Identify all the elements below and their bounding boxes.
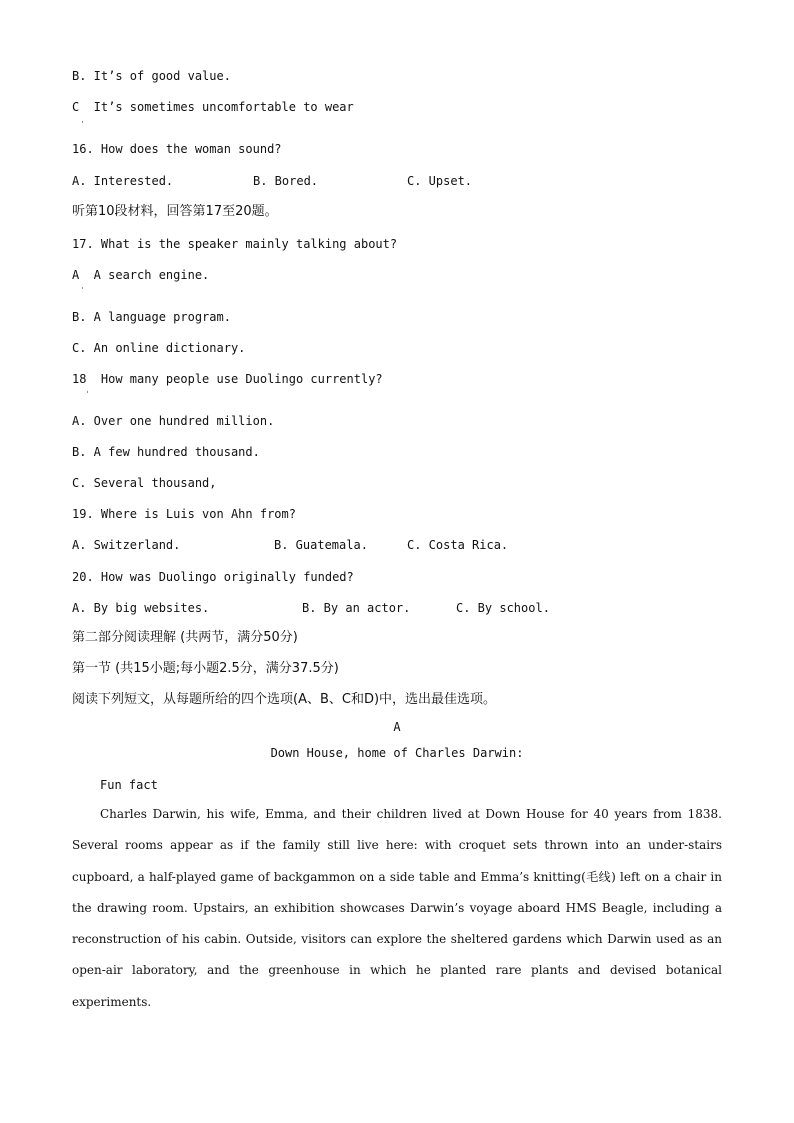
- q16-option-a: A. Interested.: [72, 174, 174, 188]
- q18-option-b: B. A few hundred thousand.: [72, 445, 260, 459]
- q15-option-b: B. It’s of good value.: [72, 69, 231, 83]
- stray-mark: ˈ: [80, 120, 85, 129]
- passage-title: Down House, home of Charles Darwin:: [270, 746, 524, 760]
- q20-question: 20. How was Duolingo originally funded?: [72, 570, 354, 584]
- q19-question: 19. Where is Luis von Ahn from?: [72, 507, 296, 521]
- q18-question: 18 How many people use Duolingo currently?: [72, 372, 383, 386]
- section10-instruction: 听第10段材料，回答第17至20题。: [72, 204, 278, 219]
- q19-option-c: C. Costa Rica.: [407, 538, 509, 552]
- q16-option-b: B. Bored.: [253, 174, 319, 188]
- q20-option-c: C. By school.: [456, 601, 550, 615]
- stray-mark: ˈ: [80, 286, 85, 295]
- q15-option-c: C It’s sometimes uncomfortable to wear: [72, 100, 354, 114]
- part2-instruction: 阅读下列短文，从每题所给的四个选项(A、B、C和D)中，选出最佳选项。: [72, 692, 497, 707]
- q19-option-a: A. Switzerland.: [72, 538, 181, 552]
- q19-option-b: B. Guatemala.: [274, 538, 368, 552]
- q20-option-b: B. By an actor.: [302, 601, 411, 615]
- q18-option-a: A. Over one hundred million.: [72, 414, 275, 428]
- part2-section1: 第一节 (共15小题;每小题2.5分，满分37.5分): [72, 661, 339, 676]
- q18-option-c: C. Several thousand,: [72, 476, 217, 490]
- q17-option-a: A A search engine.: [72, 268, 210, 282]
- passage-letter: A: [393, 720, 401, 734]
- passage-body: Charles Darwin, his wife, Emma, and their children lived at Down House for 40 years from 1838. Several rooms appear as if the family still live here: with croquet sets thrown into an under-stairs cupboard, a half-played game of backgammon on a side table and Emma’s knitting(毛线) left on a chair in the drawing room. Upstairs, an exhibition showcases Darwin’s voyage aboard HMS Beagle, including a reconstruction of his cabin. Outside, visitors can explore the sheltered gardens which Darwin used as an open-air laboratory, and the greenhouse in which he planted rare plants and devised botanical experiments.: [72, 807, 722, 1009]
- stray-mark: ˈ: [85, 390, 90, 399]
- q17-option-c: C. An online dictionary.: [72, 341, 246, 355]
- q17-question: 17. What is the speaker mainly talking about?: [72, 237, 398, 251]
- q16-option-c: C. Upset.: [407, 174, 473, 188]
- passage-subhead: Fun fact: [100, 778, 158, 792]
- q17-option-b: B. A language program.: [72, 310, 231, 324]
- q20-option-a: A. By big websites.: [72, 601, 210, 615]
- q16-question: 16. How does the woman sound?: [72, 142, 282, 156]
- part2-title: 第二部分阅读理解 (共两节，满分50分): [72, 630, 298, 645]
